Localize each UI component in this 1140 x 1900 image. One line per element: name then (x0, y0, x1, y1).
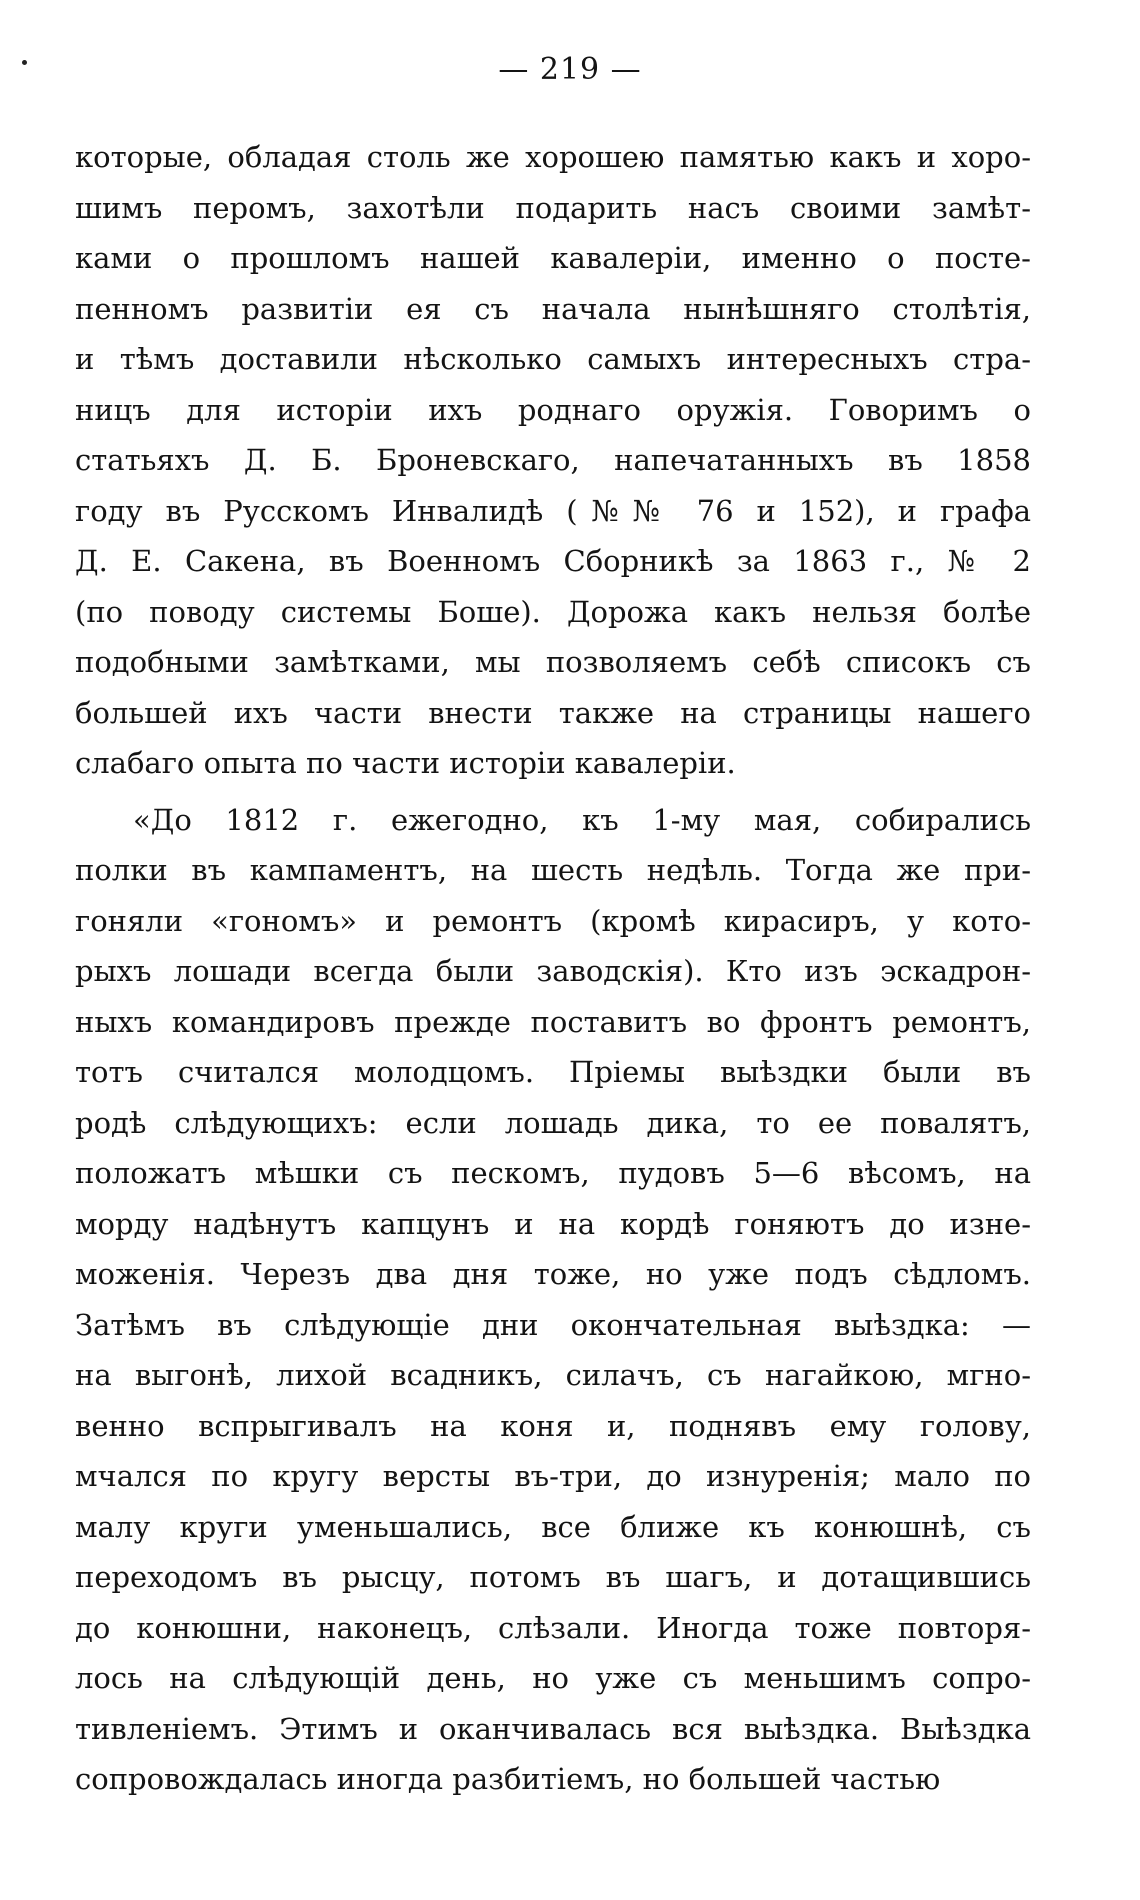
text-line: до конюшни, наконецъ, слѣзали. Иногда тоже повторя- (75, 1610, 1031, 1645)
text-line: переходомъ въ рысцу, потомъ въ шагъ, и дотащившись (75, 1560, 1031, 1594)
text-line: «До 1812 г. ежегодно, къ 1-му мая, собирались (133, 802, 1031, 837)
text-line: тотъ считался молодцомъ. Пріемы выѣздки были въ (75, 1055, 1031, 1089)
text-line: малу круги уменьшались, все ближе къ конюшнѣ, съ (75, 1509, 1031, 1544)
text-line: мчался по кругу версты въ-три, до изнуренія; мало по (75, 1459, 1031, 1493)
body-text (75, 132, 1031, 1805)
text-line: ныхъ командировъ прежде поставитъ во фронтъ ремонтъ, (75, 1004, 1031, 1039)
text-line: ками о прошломъ нашей кавалеріи, именно о посте- (75, 241, 1031, 275)
text-line: венно вспрыгивалъ на коня и, поднявъ ему голову, (75, 1408, 1031, 1443)
text-line: Затѣмъ въ слѣдующіе дни окончательная выѣздка: — (75, 1307, 1031, 1342)
text-line: родѣ слѣдующихъ: если лошадь дика, то ее повалятъ, (75, 1105, 1031, 1140)
text-line: шимъ перомъ, захотѣли подарить насъ своими замѣт- (75, 190, 1031, 225)
text-line: на выгонѣ, лихой всадникъ, силачъ, съ нагайкою, мгно- (75, 1358, 1031, 1392)
text-line: которые, обладая столь же хорошею памятью какъ и хоро- (75, 140, 1031, 174)
text-line: сопровождалась иногда разбитіемъ, но большей частью (75, 1762, 941, 1796)
text-line: году въ Русскомъ Инвалидѣ (№№ 76 и 152), и графа (75, 493, 1031, 528)
text-line: ницъ для исторіи ихъ роднаго оружія. Говоримъ о (75, 392, 1031, 427)
text-line: рыхъ лошади всегда были заводскія). Кто изъ эскадрон- (75, 954, 1031, 988)
text-line: статьяхъ Д. Б. Броневскаго, напечатанныхъ въ 1858 (75, 443, 1031, 477)
text-line: (по поводу системы Боше). Дорожа какъ нельзя болѣе (75, 594, 1031, 629)
text-line: моженія. Черезъ два дня тоже, но уже подъ сѣдломъ. (75, 1257, 1031, 1291)
text-line: и тѣмъ доставили нѣсколько самыхъ интересныхъ стра- (75, 342, 1031, 376)
text-line: полки въ кампаментъ, на шесть недѣль. Тогда же при- (75, 853, 1031, 887)
paragraph (75, 132, 1031, 789)
text-line: положатъ мѣшки съ пескомъ, пудовъ 5—6 вѣсомъ, на (75, 1156, 1031, 1190)
text-line: морду надѣнутъ капцунъ и на кордѣ гоняютъ до изне- (75, 1206, 1031, 1241)
page-number-header: — 219 — (498, 52, 642, 87)
text-line: большей ихъ части внести также на страницы нашего (75, 695, 1031, 730)
text-line: слабаго опыта по части исторіи кавалеріи. (75, 746, 736, 780)
text-line: подобными замѣтками, мы позволяемъ себѣ списокъ съ (75, 645, 1031, 679)
text-line: Д. Е. Сакена, въ Военномъ Сборникѣ за 1863 г., № 2 (75, 544, 1031, 578)
paragraph (75, 795, 1031, 1805)
text-line: лось на слѣдующій день, но уже съ меньшимъ сопро- (75, 1661, 1031, 1695)
text-line: пенномъ развитіи ея съ начала нынѣшняго столѣтія, (75, 291, 1031, 326)
text-line: тивленіемъ. Этимъ и оканчивалась вся выѣздка. Выѣздка (75, 1711, 1031, 1746)
text-line: гоняли «гономъ» и ремонтъ (кромѣ кирасиръ, у кото- (75, 903, 1031, 938)
